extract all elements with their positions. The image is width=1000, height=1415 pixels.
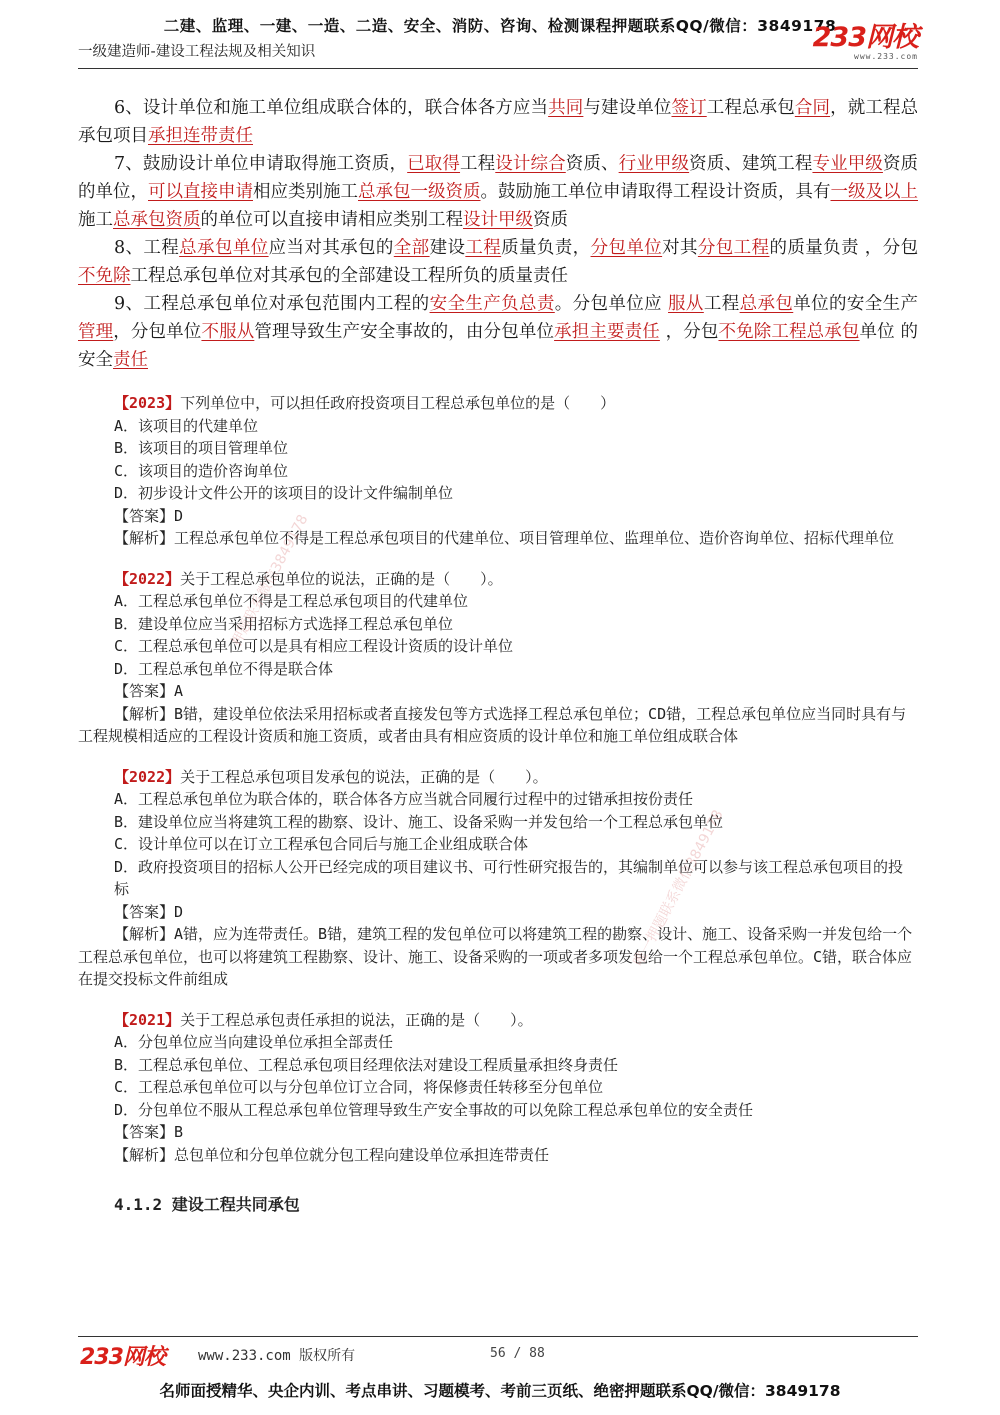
highlighted-term: 承担主要责任	[554, 322, 660, 342]
footer-copyright: www.233.com 版权所有	[198, 1348, 356, 1364]
answer-key: 【答案】D	[114, 506, 184, 525]
highlighted-term: 责任	[113, 350, 148, 370]
text-run: ，分包	[659, 322, 719, 342]
question-text: 关于工程总承包项目发承包的说法，正确的是（ ）。	[180, 767, 548, 786]
footer-logo[interactable]: 233网校	[80, 1345, 165, 1370]
text-run: 的单位可以直接申请相应类别工程	[200, 210, 463, 230]
section-heading: 4.1.2 建设工程共同承包	[114, 1195, 300, 1214]
answer-option: A．工程总承包单位不得是工程总承包项目的代建单位	[114, 592, 469, 610]
question-text: 下列单位中，可以担任政府投资项目工程总承包单位的是（ ）	[180, 394, 616, 412]
answer-option: C．设计单位可以在订立工程承包合同后与施工企业组成联合体	[114, 835, 529, 853]
question-block	[78, 568, 918, 748]
exam-year-tag: 【2022】	[114, 767, 181, 786]
answer-option: B．该项目的项目管理单位	[114, 439, 289, 457]
key-points	[78, 94, 918, 374]
answer-option: D．政府投资项目的招标人公开已经完成的项目建议书、可行性研究报告的，其编制单位可以参与该工程总承包项目的投标	[114, 857, 904, 898]
text-run: 7、鼓励设计单位申请取得施工资质，	[114, 154, 408, 174]
question-text: 关于工程总承包单位的说法，正确的是（ ）。	[180, 569, 503, 588]
header-banner: 二建、监理、一建、一造、二造、安全、消防、咨询、检测课程押题联系QQ/微信：3849178	[163, 17, 837, 35]
highlighted-term: 不免除工程总承包	[718, 322, 860, 342]
text-run: 施工	[78, 210, 113, 230]
page-number: 56 / 88	[490, 1346, 545, 1361]
highlighted-term: 合同	[794, 98, 831, 118]
answer-option: D．分包单位不服从工程总承包单位管理导致生产安全事故的可以免除工程总承包单位的安全责任	[114, 1100, 754, 1119]
text-run: 相应类别施工	[253, 182, 358, 202]
text-run: ，就工程总承包项目	[78, 98, 919, 146]
text-run: 。鼓励施工单位申请取得工程设计资质，具有	[480, 182, 831, 202]
highlighted-term: 设计综合	[495, 154, 566, 174]
answer-option: D．工程总承包单位不得是联合体	[114, 659, 334, 678]
text-run: 管理导致生产安全事故的，由分包单位	[254, 322, 555, 342]
highlighted-term: 可以直接申请	[148, 182, 253, 202]
answer-explanation: 【解析】A错，应为连带责任。B错，建筑工程的发包单位可以将建筑工程的勘察、设计、施工、设备采购一并发包给一个工程总承包单位，也可以将建筑工程勘察、设计、施工、设备采购的一项或者多项发包给一个工程总承包单位。C错，联合体应在提交投标文件前组成	[78, 925, 913, 988]
answer-option: A．分包单位应当向建设单位承担全部责任	[114, 1033, 394, 1051]
question-stem	[78, 1009, 918, 1032]
text-run: 工程	[703, 294, 740, 314]
answer-option: B．建设单位应当将建筑工程的勘察、设计、施工、设备采购一并发包给一个工程总承包单位	[114, 812, 724, 831]
highlighted-term: 总承包	[739, 294, 794, 314]
brand-logo[interactable]	[813, 24, 918, 61]
footer-banner: 名师面授精华、央企内训、考点串讲、习题模考、考前三页纸、绝密押题联系QQ/微信：3849178	[159, 1382, 841, 1400]
highlighted-term: 签订	[671, 98, 707, 118]
answer-key: 【答案】D	[114, 902, 184, 921]
exam-year-tag: 【2021】	[114, 1010, 181, 1029]
answer-option: C．工程总承包单位可以与分包单位订立合同，将保修责任转移至分包单位	[114, 1078, 604, 1096]
highlighted-term: 总承包资质	[113, 210, 201, 230]
highlighted-term: 共同	[548, 98, 584, 118]
highlighted-term: 不免除	[78, 266, 131, 286]
text-run: 单位 的安全	[78, 322, 919, 370]
answer-key: 【答案】B	[114, 1123, 184, 1141]
text-run: 资质的单位，	[78, 154, 919, 202]
text-run: 资质	[533, 210, 568, 230]
key-point-paragraph	[78, 234, 918, 290]
highlighted-term: 已取得	[407, 154, 461, 174]
highlighted-term: 一级及以上	[830, 182, 918, 202]
text-run: 。分包单位应	[554, 294, 669, 314]
exam-year-tag: 【2022】	[114, 569, 181, 588]
highlighted-term: 专业甲级	[812, 154, 883, 174]
text-run: 工程总承包	[706, 98, 795, 118]
highlighted-term: 管理	[78, 322, 114, 342]
course-title: 一级建造师-建设工程法规及相关知识	[78, 44, 316, 60]
question-list	[78, 392, 918, 1166]
text-run: 与建设单位	[583, 98, 672, 118]
question-stem	[78, 568, 918, 591]
text-run: 的质量负责 ，分包	[769, 238, 919, 258]
answer-option: C．该项目的造价咨询单位	[114, 461, 289, 480]
text-run: 质量负责，	[501, 238, 591, 258]
question-stem	[78, 392, 918, 415]
brand-logo-url: www.233.com	[854, 52, 918, 61]
text-run: ，分包单位	[113, 322, 202, 342]
footer-divider	[78, 1336, 918, 1337]
text-run: 资质、建筑工程	[689, 154, 813, 174]
question-text: 关于工程总承包责任承担的说法，正确的是（ ）。	[180, 1010, 533, 1029]
highlighted-term: 承担连带责任	[148, 126, 253, 146]
text-run: 对其	[662, 238, 698, 258]
text-run: 6、设计单位和施工单位组成联合体的，联合体各方应当	[114, 98, 549, 118]
watermark: 押题联系微信3849178	[228, 512, 312, 649]
answer-option: A．该项目的代建单位	[114, 416, 259, 435]
answer-option: C．工程总承包单位可以是具有相应工程设计资质的设计单位	[114, 637, 514, 655]
text-run: 工程总承包单位对其承包的全部建设工程所负的质量责任	[130, 266, 568, 286]
text-run: 单位的安全生产	[793, 294, 919, 314]
answer-option: D．初步设计文件公开的该项目的设计文件编制单位	[114, 484, 454, 502]
highlighted-term: 分包单位	[590, 238, 663, 258]
text-run: 资质、	[565, 154, 619, 174]
highlighted-term: 工程	[465, 238, 502, 258]
key-point-paragraph	[78, 290, 918, 374]
question-block	[78, 766, 918, 991]
highlighted-term: 总承包一级资质	[358, 182, 481, 202]
highlighted-term: 设计甲级	[463, 210, 533, 230]
question-block	[78, 1009, 918, 1167]
watermark: 唯一押题联系微信3849178	[630, 807, 727, 969]
answer-explanation: 【解析】总包单位和分包单位就分包工程向建设单位承担连带责任	[114, 1145, 550, 1164]
text-run: 工程	[460, 154, 496, 174]
page-content	[78, 94, 918, 1215]
answer-key: 【答案】A	[114, 682, 184, 700]
highlighted-term: 服从	[668, 294, 704, 314]
answer-explanation: 【解析】B错，建设单位依法采用招标或者直接发包等方式选择工程总承包单位；CD错，工程总承包单位应当同时具有与工程规模相适应的工程设计资质和施工资质，或者由具有相应资质的设计单位和施工单位组成联合体	[78, 704, 907, 745]
highlighted-term: 行业甲级	[618, 154, 690, 174]
answer-option: A．工程总承包单位为联合体的，联合体各方应当就合同履行过程中的过错承担按份责任	[114, 790, 694, 808]
highlighted-term: 全部	[393, 238, 430, 258]
text-run: 8、工程	[114, 238, 180, 258]
question-stem	[78, 766, 918, 789]
highlighted-term: 不服从	[201, 322, 255, 342]
key-point-paragraph	[78, 150, 918, 234]
text-run: 应当对其承包的	[268, 238, 394, 258]
highlighted-term: 安全生产负总责	[429, 294, 555, 314]
brand-logo-text: 233网校	[812, 22, 918, 53]
highlighted-term: 总承包单位	[179, 238, 269, 258]
highlighted-term: 分包工程	[697, 238, 770, 258]
exam-year-tag: 【2023】	[114, 394, 181, 412]
text-run: 9、工程总承包单位对承包范围内工程的	[114, 294, 430, 314]
key-point-paragraph	[78, 94, 918, 150]
text-run: 建设	[429, 238, 466, 258]
answer-option: B．建设单位应当采用招标方式选择工程总承包单位	[114, 614, 454, 633]
header-divider	[78, 68, 918, 69]
answer-explanation: 【解析】工程总承包单位不得是工程总承包项目的代建单位、项目管理单位、监理单位、造价咨询单位、招标代理单位	[114, 529, 895, 547]
question-block	[78, 392, 918, 550]
answer-option: B．工程总承包单位、工程总承包项目经理依法对建设工程质量承担终身责任	[114, 1055, 619, 1074]
